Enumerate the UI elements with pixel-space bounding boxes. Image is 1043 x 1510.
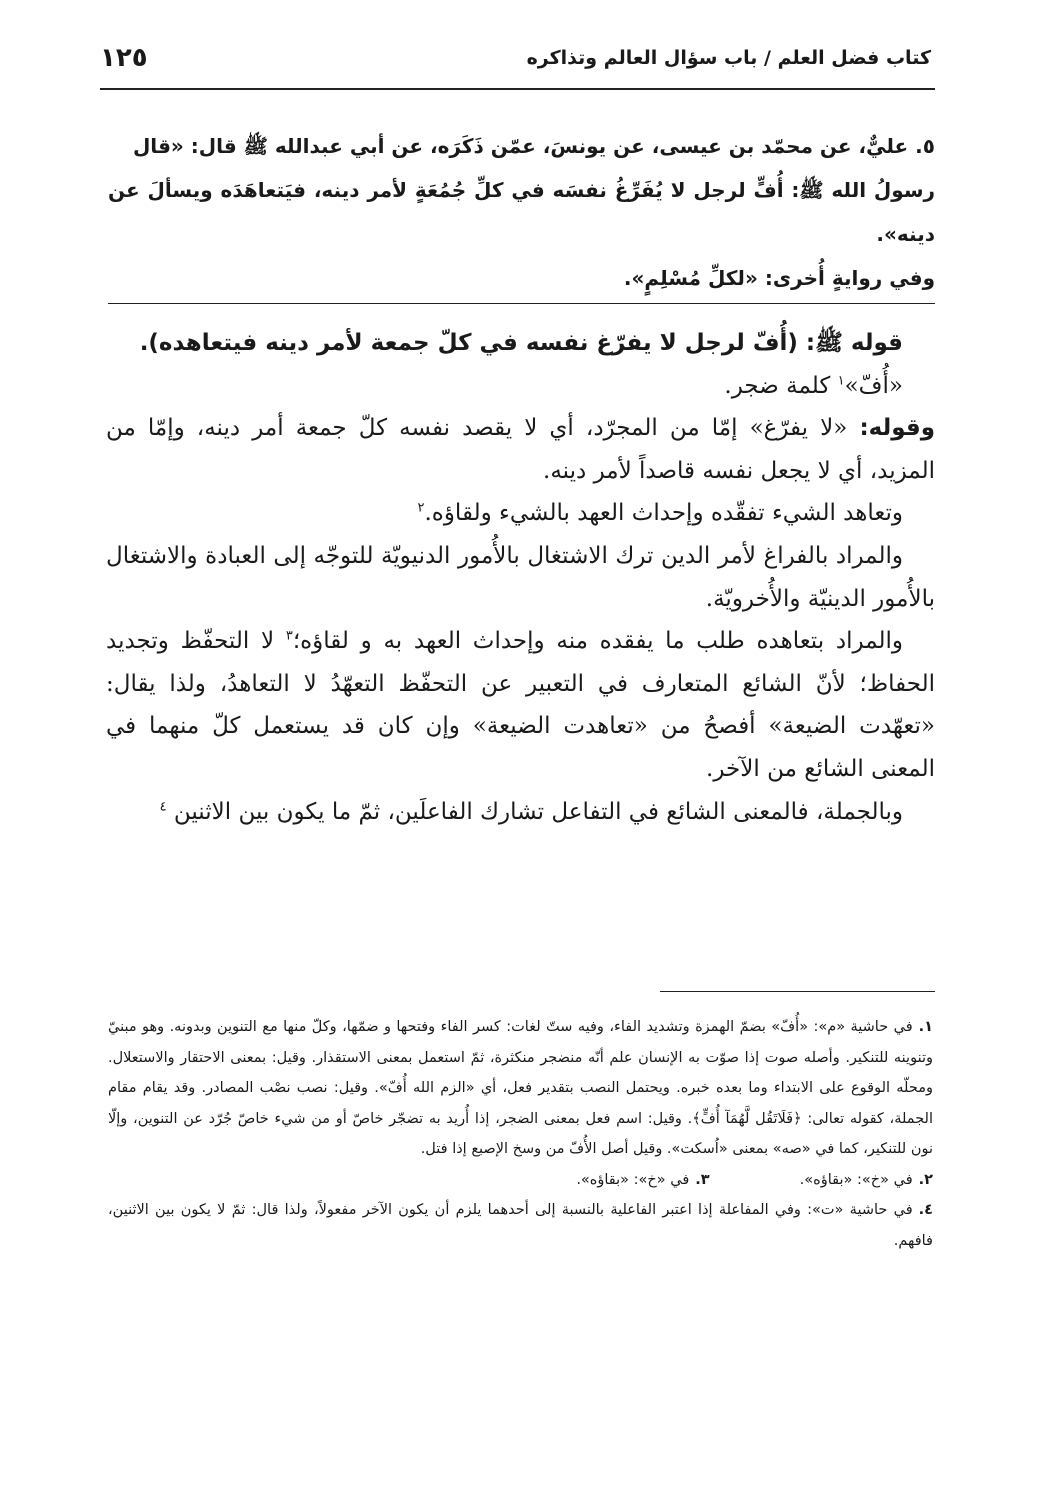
footnote-ref: ٣	[285, 628, 293, 644]
footnote-number: ٣.	[695, 1171, 710, 1188]
hadith-line: ٥. عليٌّ، عن محمّد بن عيسى، عن يونسَ، عمّن ذَكَرَه، عن أبي عبدالله ﷺ قال: «قال	[132, 134, 935, 158]
footnote-ref: ٤	[159, 798, 167, 814]
footnote-number: ٤.	[918, 1202, 933, 1218]
commentary-heading: قوله ﷺ: (أُفّ لرجل لا يفرّغ نفسه في كلّ جمعة لأمر دينه فيتعاهده).	[139, 330, 903, 356]
running-title: كتاب فضل العلم / باب سؤال العالم وتذاكره	[526, 47, 931, 69]
section-divider	[108, 303, 935, 304]
page-number: ١٢٥	[100, 43, 148, 73]
footnote	[576, 1165, 709, 1196]
footnotes	[108, 1012, 933, 1256]
footnote	[108, 1012, 933, 1165]
paragraph-text: وبالجملة، فالمعنى الشائع في التفاعل تشارك الفاعلَين، ثمّ ما يكون بين الاثنين	[173, 798, 903, 825]
footnote-text: في «خ»: «بقاؤه».	[799, 1171, 913, 1188]
footnote-text: في حاشية «م»: «أُفّ» بضمّ الهمزة وتشديد الفاء، وفيه ستّ لغات: كسر الفاء وفتحها و ضمّها، وكلّ منها مع التنوين وبدونه. وهو مبنيّ وتنوينه للتنكير. وأصله صوت إذا صوّت به الإنسان علم أنّه منضجر منكثرة، ثمّ استعمل بمعنى الاستقذار. وقيل: بمعنى الاحتقار والاستعلال. ومحلّه الوقوع على الابتداء وما بعده خبره. ويحتمل النصب بتقدير فعل، أي «الزم الله أُفّ». وقيل: نصب نصْب المصادر. وقد يقام مقام الجملة، كقوله تعالى: ﴿فَلَاتَقُل لَّهُمَآ أُفٍّ﴾. وقيل: اسم فعل بمعنى الضجر، إذا أُريد به تضجّر خاصّ أو من شيء خاصّ جُرّد عن التنوين، وإلّا نون للتنكير، كما في «صه» بمعنى «اُسكت». وقيل أصل الأُفّ من وسخ الإصبع إذا فتل.	[108, 1019, 933, 1157]
paragraph-text: والمراد بتعاهده طلب ما يفقده منه وإحداث العهد به و لقاؤه؛	[292, 628, 903, 655]
paragraph-text: لا التحفّظ وتجديد الحفاظ؛ لأنّ الشائع المتعارف في التعبير عن التحفّظ التعهّدُ لا التعاهدُ، ولذا يقال: «تعهّدت الضيعة» أفصحُ من «تعاهدت الضيعة» وإن كان قد يستعمل كلّ منهما في المعنى الشائع من الآخر.	[106, 628, 935, 782]
paragraph-lead: وقوله:	[859, 415, 935, 442]
footnote-row	[108, 1165, 933, 1196]
commentary-paragraph	[106, 407, 935, 492]
commentary-paragraph	[106, 791, 935, 834]
hadith-line: وفي روايةٍ أُخرى: «لكلِّ مُسْلِمٍ».	[623, 266, 935, 290]
footnote-number: ١.	[918, 1019, 933, 1035]
footnote	[800, 1165, 933, 1196]
paragraph-text: كلمة ضجر.	[724, 372, 838, 399]
running-head	[100, 38, 931, 78]
footnote-ref: ٢	[417, 500, 425, 516]
commentary-paragraph	[106, 492, 935, 535]
footnote-ref: ١	[837, 372, 845, 388]
footnote-text: في «خ»: «بقاؤه».	[576, 1171, 690, 1188]
header-divider	[100, 88, 935, 90]
footnote-divider	[660, 991, 935, 992]
hadith-line: رسولُ الله ﷺ: أُفٍّ لرجل لا يُفَرِّغُ نفسَه في كلِّ جُمُعَةٍ لأمر دينه، فيَتعاهَدَه ويسألَ عن دينه».	[108, 178, 935, 246]
footnote	[108, 1195, 933, 1256]
footnote-number: ٢.	[918, 1171, 933, 1188]
paragraph-text: «لا يفرّغ» إمّا من المجرّد، أي لا يقصد نفسه كلّ جمعة أمر دينه، وإمّا من المزيد، أي لا يجعل نفسه قاصداً لأمر دينه.	[106, 415, 935, 484]
quoted-term: «أُفّ»	[844, 372, 903, 399]
paragraph-text: وتعاهد الشيء تفقّده وإحداث العهد بالشيء ولقاؤه.	[424, 500, 903, 527]
footnote-text: في حاشية «ت»: وفي المفاعلة إذا اعتبر الفاعلية بالنسبة إلى أحدهما يلزم أن يكون الآخر مفعولاً، ولذا قال: ثمّ لا يكون بين الاثنين، فافهم.	[108, 1202, 933, 1249]
commentary-paragraph	[106, 620, 935, 790]
commentary-paragraph: والمراد بالفراغ لأمر الدين ترك الاشتغال بالأُمور الدنيويّة للتوجّه إلى العبادة والاشتغال بالأُمور الدينيّة والأُخرويّة.	[106, 542, 935, 612]
hadith-text	[108, 124, 935, 300]
commentary-paragraph	[106, 365, 935, 408]
commentary	[106, 322, 935, 833]
